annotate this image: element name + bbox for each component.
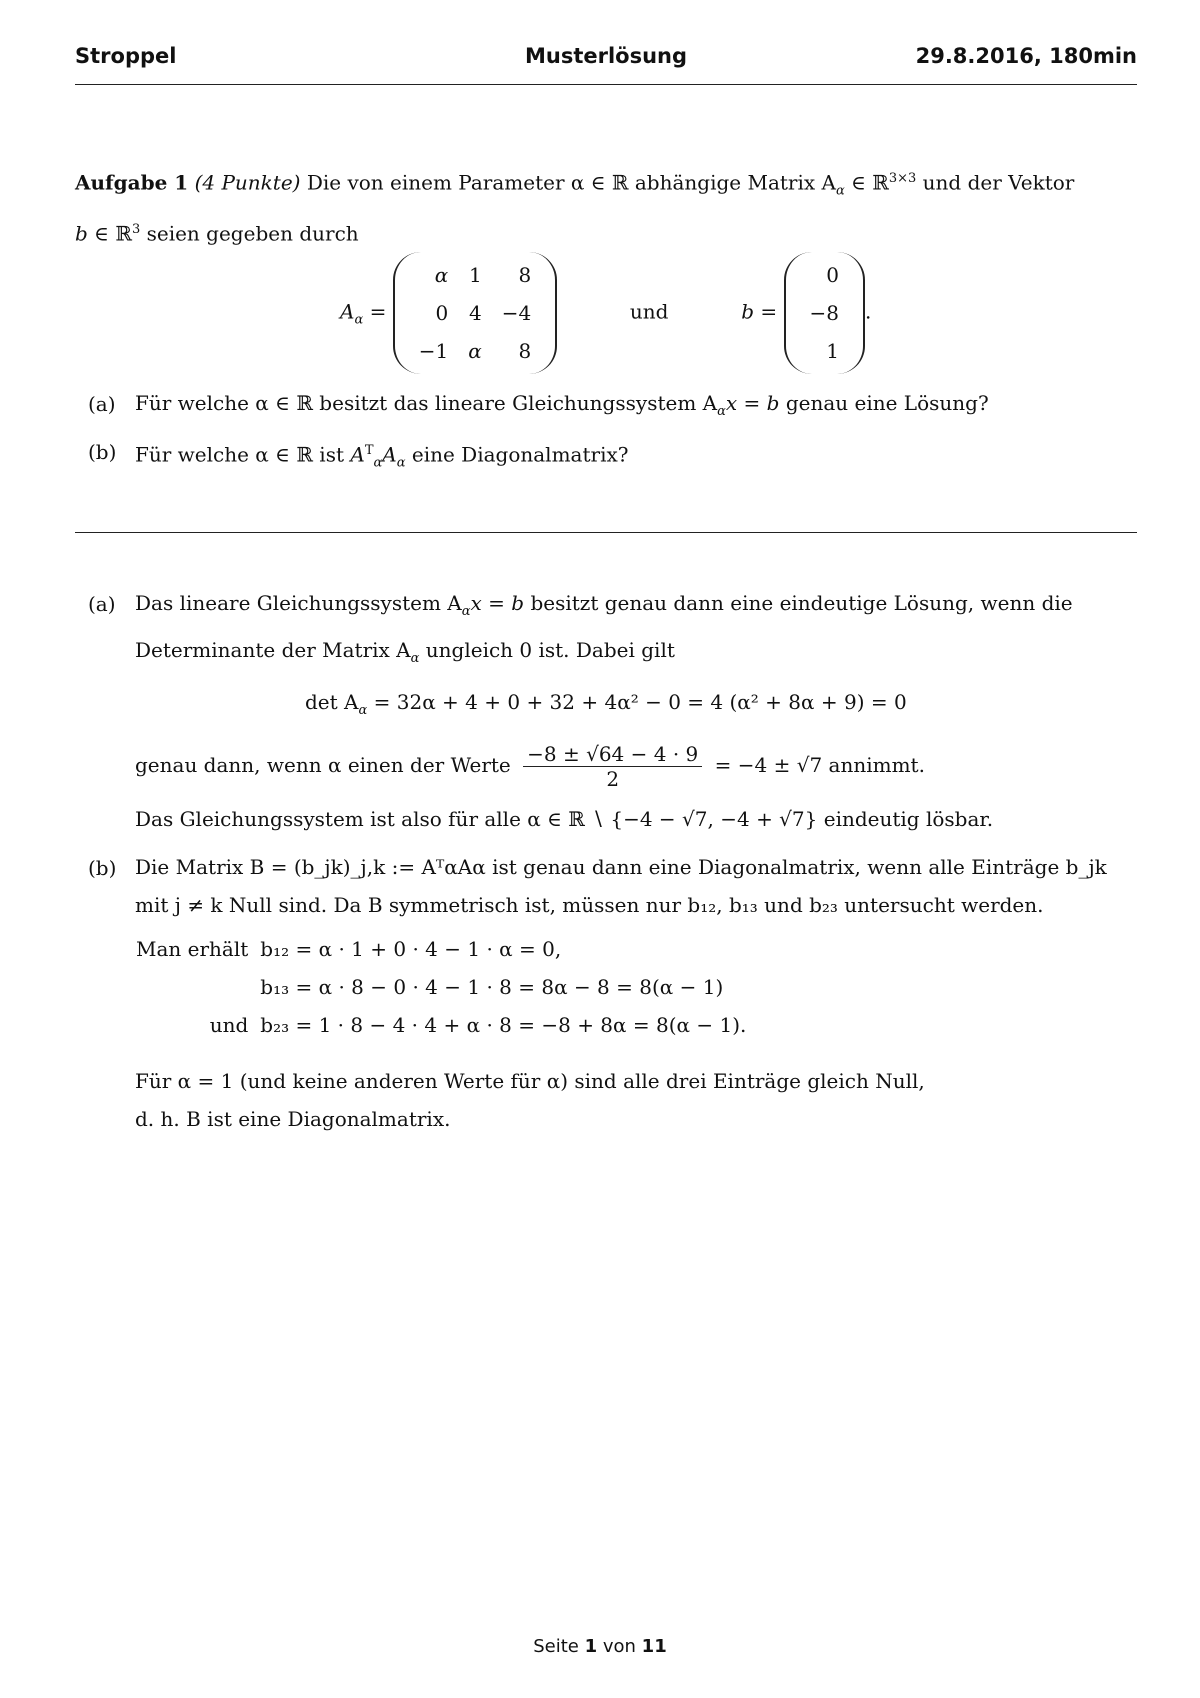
det-rhs: = 32α + 4 + 0 + 32 + 4α² − 0 = 4 (α² + 8α + 9) = 0 xyxy=(367,690,907,714)
page-header xyxy=(75,44,1137,80)
question-a-end: genau eine Lösung? xyxy=(785,391,989,415)
label-qb: (b) xyxy=(88,440,117,464)
task-intro-2: und der Vektor xyxy=(922,170,1075,195)
solution-a: Das lineare Gleichungssystem $A_\alpha x = b$ besitzt genau dann eine eindeutige Lösung, wenn die Determinante der Matrix $A_\alpha$ ungleich 0 ist. Dabei gilt xyxy=(135,591,1073,666)
matrix-a-cell: −4 xyxy=(501,301,532,325)
task-title: Aufgabe 1 xyxy=(75,170,189,195)
det-label: det A xyxy=(305,690,359,714)
task-intro-3: seien gegeben durch xyxy=(146,221,359,246)
matrix-A xyxy=(393,252,557,374)
page-footer xyxy=(0,1636,1200,1657)
eq-b12: b₁₂ = α · 1 + 0 · 4 − 1 · α = 0, xyxy=(260,937,562,961)
conclusion-line2: d. h. B ist eine Diagonalmatrix. xyxy=(135,1107,451,1131)
eq-b13: b₁₃ = α · 8 − 0 · 4 − 1 · 8 = 8α − 8 = 8(α − 1) xyxy=(260,975,724,999)
question-b-end: eine Diagonalmatrix? xyxy=(411,442,629,467)
matrix-a-cell: 0 xyxy=(435,301,449,325)
conclusion-line1: Für α = 1 (und keine anderen Werte für α) sind alle drei Einträge gleich Null, xyxy=(135,1069,925,1093)
eq-b23: b₂₃ = 1 · 8 − 4 · 4 + α · 8 = −8 + 8α = 8(α − 1). xyxy=(260,1013,747,1037)
matrix-a-cell: 4 xyxy=(468,301,482,325)
solution-b-line1: Die Matrix B = (b_jk)_j,k := AᵀαAα ist genau dann eine Diagonalmatrix, wenn alle Einträge b_jk xyxy=(135,855,1107,879)
vector-b-cell: −8 xyxy=(809,301,839,325)
solution-b xyxy=(135,848,1137,924)
and-text: und xyxy=(629,299,669,324)
footer-total: 11 xyxy=(641,1636,667,1657)
header-date: 29.8.2016, 180min xyxy=(915,44,1137,68)
footer-mid: von xyxy=(597,1636,642,1657)
label-sa: (a) xyxy=(88,592,116,616)
matrix-a-cell: 8 xyxy=(518,263,532,287)
und-text: und xyxy=(209,1013,249,1037)
question-a: Für welche α ∈ ℝ besitzt das lineare Gleichungssystem $A_\alpha x = b$ genau eine Lösung? xyxy=(135,391,989,419)
fraction-numerator: −8 ± √64 − 4 · 9 xyxy=(523,742,702,767)
matrix-a-cell: α xyxy=(468,339,482,363)
solution-a-line1b: besitzt genau dann eine eindeutige Lösung, wenn die xyxy=(530,591,1073,615)
solution-a-conclusion: Das Gleichungssystem ist also für alle α ∈ ℝ ∖ {−4 − √7, −4 + √7} eindeutig lösbar. xyxy=(135,807,994,831)
matrix-definition: $A_\alpha$ = α 1 8 0 4 −4 −1 α 8 und b = 0 −8 1 . xyxy=(340,252,871,374)
roots-result: = −4 ± √7 annimmt. xyxy=(714,753,925,777)
roots-text: genau dann, wenn α einen der Werte xyxy=(135,753,511,777)
task-intro: Die von einem Parameter α ∈ ℝ abhängige Matrix A xyxy=(306,170,836,195)
roots-fraction xyxy=(523,742,702,791)
fraction-denominator: 2 xyxy=(606,767,620,791)
label-sb: (b) xyxy=(88,856,117,880)
task-points: (4 Punkte) xyxy=(194,170,301,195)
footer-pre: Seite xyxy=(533,1636,585,1657)
footer-page: 1 xyxy=(584,1636,598,1657)
question-b: Für welche α ∈ ℝ ist $A^T_\alpha A_\alpha$ eine Diagonalmatrix? xyxy=(135,442,629,471)
solution-a-line1: Das lineare Gleichungssystem A xyxy=(135,591,462,615)
question-a-text: Für welche α ∈ ℝ besitzt das lineare Gleichungssystem A xyxy=(135,391,718,415)
header-title: Musterlösung xyxy=(524,44,688,68)
solution-b-line2: mit j ≠ k Null sind. Da B symmetrisch ist, müssen nur b₁₂, b₁₃ und b₂₃ untersucht werden. xyxy=(135,893,1044,917)
entries-equations xyxy=(130,930,752,1044)
vector-b-cell: 0 xyxy=(826,263,839,287)
vector-b-cell: 1 xyxy=(826,339,839,363)
matrix-a-cell: 1 xyxy=(468,263,482,287)
header-rule xyxy=(75,84,1137,85)
determinant-equation: $\det A_\alpha = 32\alpha + 4 + 0 + 32 + 4\alpha^2 - 0 = 4$ (α² + 8α + 9) = 0 xyxy=(305,690,907,718)
vector-b xyxy=(784,252,865,374)
man-erhaelt: Man erhält xyxy=(136,937,249,961)
matrix-a-cell: −1 xyxy=(418,339,449,363)
label-qa: (a) xyxy=(88,392,116,416)
matrix-a-cell: α xyxy=(434,263,449,287)
solution-a-line2: Determinante der Matrix A xyxy=(135,638,411,662)
separator-rule xyxy=(75,532,1137,533)
question-b-text: Für welche α ∈ ℝ ist xyxy=(135,442,345,467)
header-author: Stroppel xyxy=(75,44,177,68)
solution-b-conclusion xyxy=(135,1062,1137,1138)
matrix-a-cell: 8 xyxy=(518,339,532,363)
solution-a-roots xyxy=(135,742,1137,791)
solution-a-line2b: ungleich 0 ist. Dabei gilt xyxy=(425,638,675,662)
task-statement: Aufgabe 1 (4 Punkte) Die von einem Parameter α ∈ ℝ abhängige Matrix $A_\alpha$ ∈ ℝ$^{3\times 3}$ und der Vektor b ∈ ℝ$^3$ seien gegeben durch xyxy=(75,170,1075,246)
